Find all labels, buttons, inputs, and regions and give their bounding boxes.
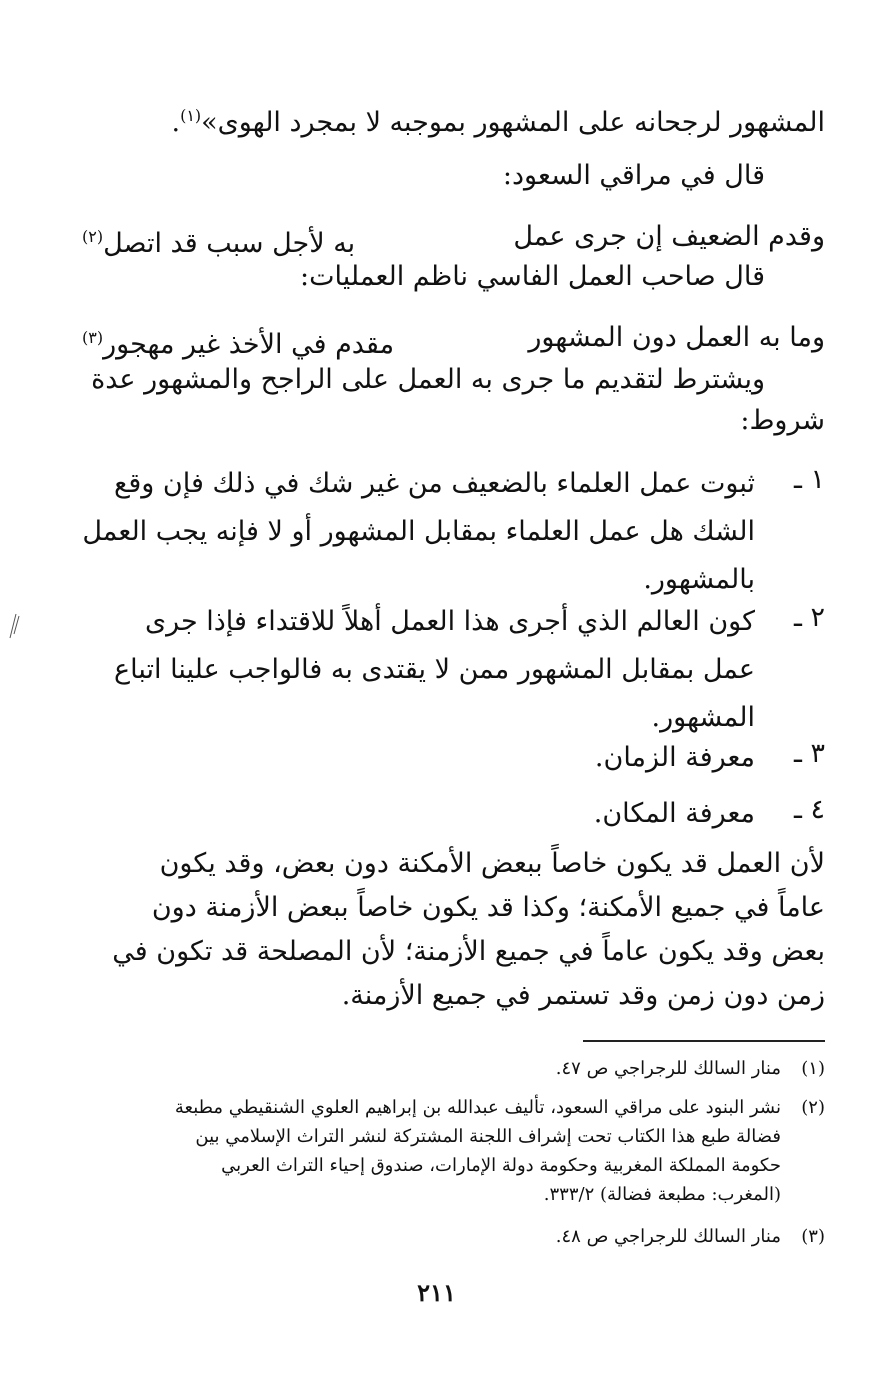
footnote-line: (المغرب: مطبعة فضالة) ٣٣٣/٢. <box>543 1184 781 1205</box>
footnote-number: (٣) <box>801 1226 825 1247</box>
closing-paragraph <box>112 842 825 1018</box>
list-item-text <box>80 734 755 782</box>
footnote-number: (٢) <box>801 1097 825 1118</box>
list-item-line: ثبوت عمل العلماء بالضعيف من غير شك في ذلك فإن وقع <box>114 468 755 499</box>
paragraph-line: شروط: <box>740 405 825 436</box>
list-item-line: المشهور. <box>651 702 755 733</box>
verse-line <box>82 318 825 365</box>
list-item-text <box>80 460 755 604</box>
footnote-text <box>61 1222 781 1251</box>
line-period: . <box>171 107 181 138</box>
page-number: ٢١١ <box>417 1278 456 1307</box>
footnote-line: فضالة طبع هذا الكتاب تحت إشراف اللجنة المشتركة لنشر التراث الإسلامي بين <box>195 1126 781 1147</box>
list-item-number: ٣ ـ <box>793 738 825 769</box>
list-item-number: ١ ـ <box>793 464 825 495</box>
footnote-ref: (٢) <box>82 227 104 246</box>
list-item-number: ٤ ـ <box>793 794 825 825</box>
line-text: المشهور لرجحانه على المشهور بموجبه لا بمجرد الهوى» <box>201 107 825 138</box>
footnote-text <box>61 1093 781 1209</box>
list-item-text <box>80 598 755 742</box>
verse-hemistich-text: به لأجل سبب قد اتصل <box>103 228 356 259</box>
list-item-line: بالمشهور. <box>643 564 755 595</box>
verse-hemistich-first: وقدم الضعيف إن جرى عمل <box>513 221 825 252</box>
footnote-line: نشر البنود على مراقي السعود، تأليف عبدالله بن إبراهيم العلوي الشنقيطي مطبعة <box>174 1097 781 1118</box>
list-item-text <box>80 790 755 838</box>
footnote-line: حكومة المملكة المغربية وحكومة دولة الإمارات، صندوق إحياء التراث العربي <box>221 1155 781 1176</box>
footnote-number: (١) <box>801 1058 825 1079</box>
list-item-line: الشك هل عمل العلماء بمقابل المشهور أو لا فإنه يجب العمل <box>82 516 755 547</box>
intro-line: قال صاحب العمل الفاسي ناظم العمليات: <box>300 261 765 292</box>
paragraph-line <box>171 96 825 143</box>
margin-pencil-mark <box>6 612 20 640</box>
list-item-line: معرفة الزمان. <box>594 742 755 773</box>
footnote-ref: (٣) <box>82 328 104 347</box>
paragraph-line: عاماً في جميع الأمكنة؛ وكذا قد يكون خاصاً ببعض الأزمنة دون <box>151 892 825 923</box>
footnote-line: منار السالك للرجراجي ص ٤٨. <box>555 1226 781 1247</box>
verse-hemistich-second <box>82 318 394 365</box>
footnote-ref: (١) <box>180 106 202 125</box>
footnote-line: منار السالك للرجراجي ص ٤٧. <box>555 1058 781 1079</box>
paragraph-line: زمن دون زمن وقد تستمر في جميع الأزمنة. <box>341 980 825 1011</box>
list-item-line: معرفة المكان. <box>593 798 755 829</box>
footnote-text <box>61 1054 781 1083</box>
paragraph-line: ويشترط لتقديم ما جرى به العمل على الراجح والمشهور عدة <box>91 364 765 395</box>
list-item-line: كون العالم الذي أجرى هذا العمل أهلاً للاقتداء فإذا جرى <box>144 606 755 637</box>
paragraph-line: لأن العمل قد يكون خاصاً ببعض الأمكنة دون بعض، وقد يكون <box>159 848 825 879</box>
verse-hemistich-first: وما به العمل دون المشهور <box>528 322 825 353</box>
verse-hemistich-text: مقدم في الأخذ غير مهجور <box>103 329 395 360</box>
paragraph-line: بعض وقد يكون عاماً في جميع الأزمنة؛ لأن المصلحة قد تكون في <box>112 936 825 967</box>
footnote-separator <box>583 1040 825 1042</box>
list-item-number: ٢ ـ <box>793 602 825 633</box>
list-item-line: عمل بمقابل المشهور ممن لا يقتدى به فالواجب علينا اتباع <box>114 654 755 685</box>
intro-line: قال في مراقي السعود: <box>502 160 765 191</box>
